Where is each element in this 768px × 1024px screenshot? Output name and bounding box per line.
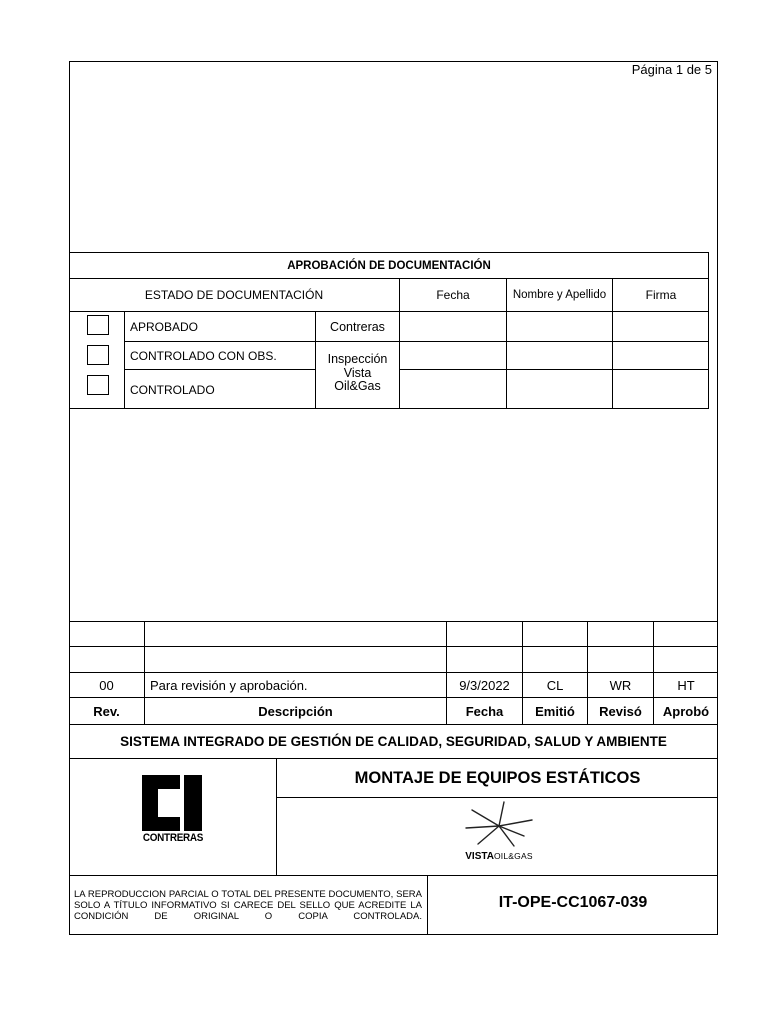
header-emitio: Emitió (535, 703, 575, 719)
header-fecha: Fecha (436, 288, 470, 302)
checkbox-aprobado[interactable] (87, 315, 109, 335)
header-aprobo: Aprobó (662, 703, 710, 719)
document-title: MONTAJE DE EQUIPOS ESTÁTICOS (354, 768, 641, 787)
header-rev: Rev. (93, 703, 120, 719)
header-nombre: Nombre y Apellido (512, 289, 607, 301)
inspeccion-line-2: Vista (343, 365, 372, 380)
approval-title: APROBACIÓN DE DOCUMENTACIÓN (287, 259, 491, 272)
contreras-logo (138, 775, 208, 847)
header-descripcion: Descripción (258, 703, 333, 719)
status-controlado-con-obs: CONTROLADO CON OBS. (130, 348, 277, 363)
rev-cell: 00 (99, 677, 114, 693)
reviso-cell: WR (609, 677, 632, 693)
inspeccion-line-1: Inspección (327, 352, 388, 366)
document-code: IT-OPE-CC1067-039 (498, 894, 648, 911)
vista-star-icon (458, 800, 540, 848)
page-number: Página 1 de 5 (631, 62, 712, 77)
checkbox-controlado-con-obs[interactable] (87, 345, 109, 365)
contreras-logo-icon (138, 775, 208, 831)
system-title: SISTEMA INTEGRADO DE GESTIÓN DE CALIDAD, SEGURIDAD, SALUD Y AMBIENTE (120, 734, 667, 749)
vista-logo-text (458, 851, 540, 862)
fecha-cell: 9/3/2022 (459, 677, 510, 693)
inspeccion-line-3: Oil&Gas (334, 379, 381, 393)
header-fecha-rev: Fecha (465, 703, 504, 719)
checkbox-controlado[interactable] (87, 375, 109, 395)
descripcion-cell: Para revisión y aprobación. (150, 677, 308, 693)
status-controlado: CONTROLADO (130, 382, 215, 397)
vista-logo-bold: VISTA (465, 851, 494, 862)
company-inspeccion (316, 353, 399, 394)
contreras-logo-text: CONTRERAS (142, 832, 204, 844)
aprobo-cell: HT (677, 677, 695, 693)
company-contreras: Contreras (330, 319, 385, 334)
status-aprobado: APROBADO (130, 319, 199, 334)
emitio-cell: CL (546, 677, 564, 693)
vista-logo-light: OIL&GAS (493, 851, 533, 861)
header-estado: ESTADO DE DOCUMENTACIÓN (144, 288, 324, 302)
header-reviso: Revisó (599, 703, 642, 719)
disclaimer: LA REPRODUCCION PARCIAL O TOTAL DEL PRESENTE DOCUMENTO, SERA SOLO A TÍTULO INFORMATIVO SI CARECE DEL SELLO QUE ACREDITE LA CONDICIÓN DE ORIGINAL O COPIA CONTROLADA. (74, 889, 422, 922)
header-firma: Firma (645, 288, 677, 302)
vista-logo (458, 800, 540, 866)
